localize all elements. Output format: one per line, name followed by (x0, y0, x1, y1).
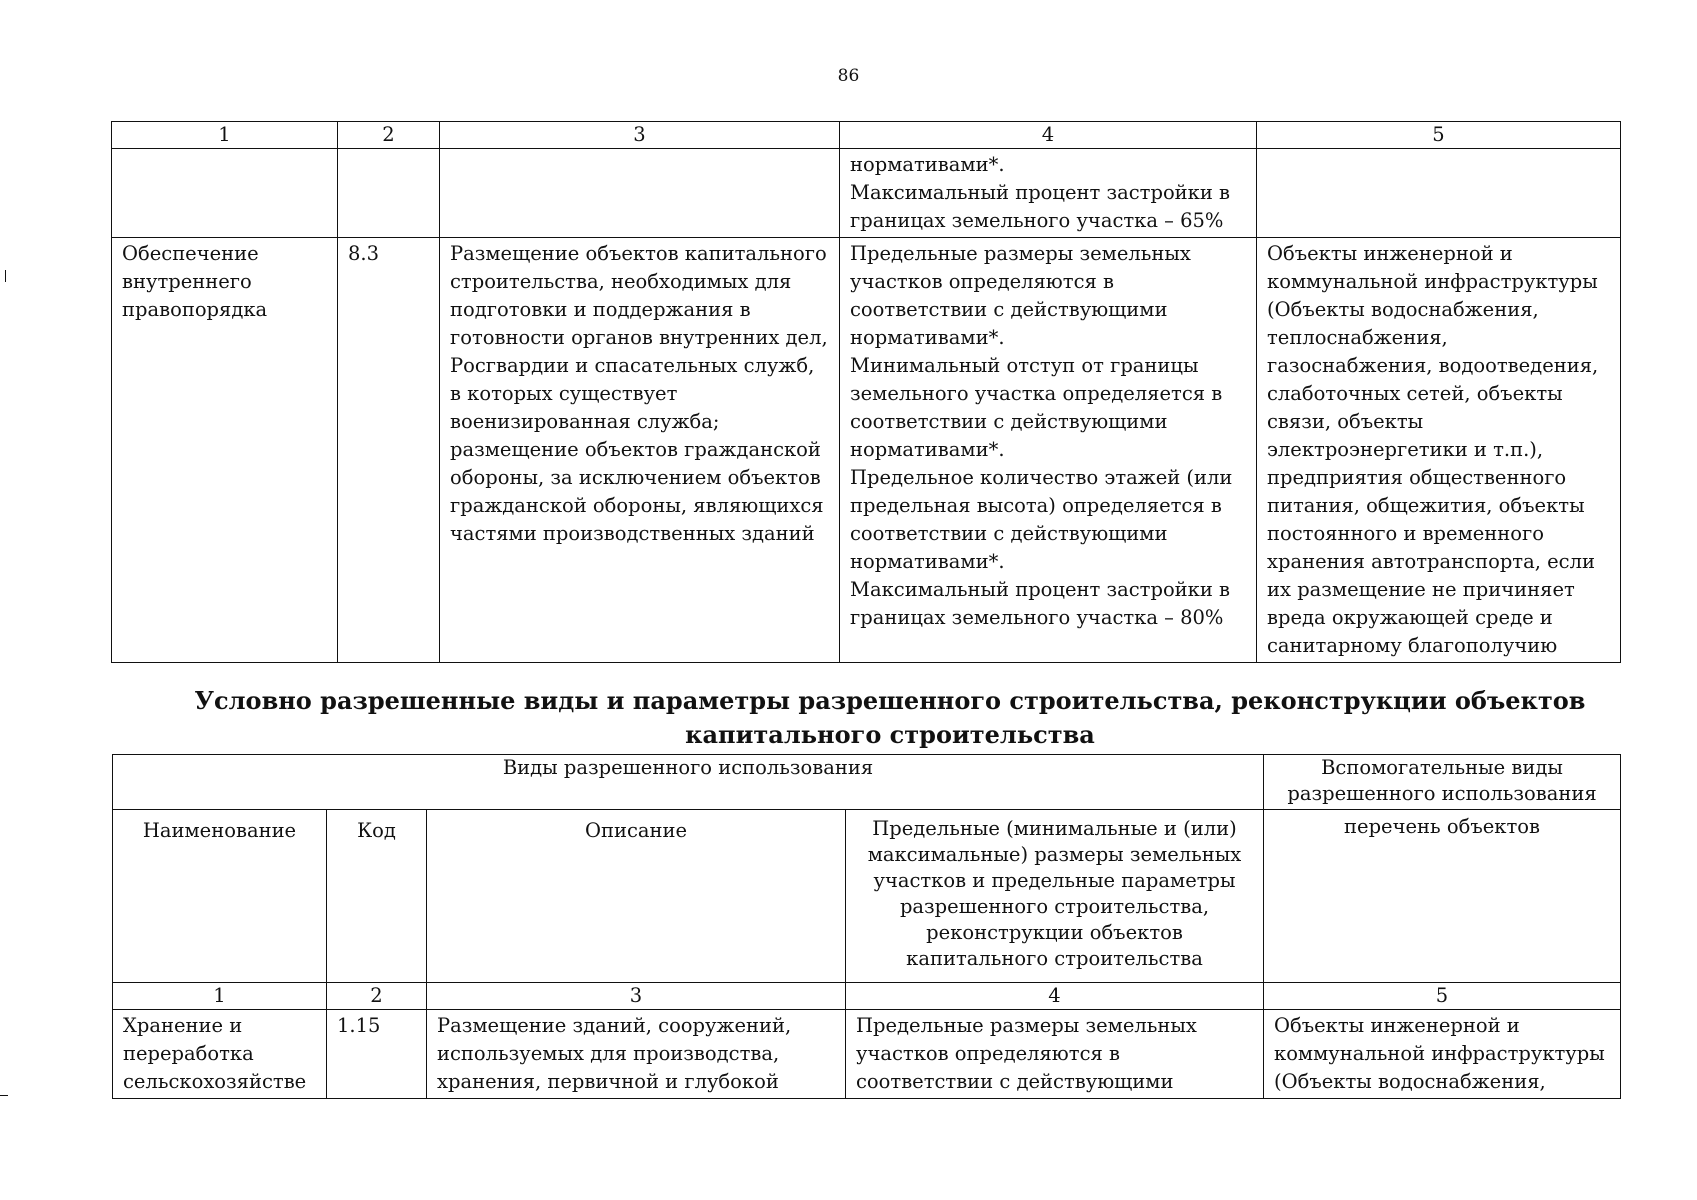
column-header-code: Код (327, 810, 427, 983)
column-number-row (113, 983, 1621, 1010)
parameters-cell: нормативами*. Максимальный процент застройки в границах земельного участка – 65% (840, 149, 1257, 238)
table-cell (338, 149, 440, 238)
use-code-cell: 8.3 (338, 238, 440, 663)
column-header-name: Наименование (113, 810, 327, 983)
group-header-permitted-uses: Виды разрешенного использования (113, 755, 1264, 810)
table-row (113, 1010, 1621, 1099)
group-header-row (113, 755, 1621, 810)
column-header-parameters: Предельные (минимальные и (или) максимальные) размеры земельных участков и предельные параметры разрешенного строительства, реконструкции объектов капитального строительства (846, 810, 1264, 983)
column-number: 3 (440, 122, 840, 149)
auxiliary-uses-cell: Объекты инженерной и коммунальной инфраструктуры (Объекты водоснабжения, (1264, 1010, 1621, 1099)
column-header-description: Описание (427, 810, 846, 983)
regulations-table-continued (111, 121, 1621, 663)
scan-mark (0, 1095, 8, 1096)
scan-mark (5, 270, 6, 282)
column-header-objects: перечень объектов (1264, 810, 1621, 983)
column-number: 4 (840, 122, 1257, 149)
column-number: 4 (846, 983, 1264, 1010)
auxiliary-uses-cell: Объекты инженерной и коммунальной инфраструктуры (Объекты водоснабжения, теплоснабжения, газоснабжения, водоотведения, слаботочных сетей, объекты связи, объекты электроэнергетики и т.п.), предприятия общественного питания, общежития, объекты постоянного и временного хранения автотранспорта, если их размещение не причиняет вреда окружающей среде и санитарному благополучию (1257, 238, 1621, 663)
continuation-row (112, 149, 1621, 238)
column-number: 5 (1257, 122, 1621, 149)
table-cell (440, 149, 840, 238)
use-name-cell: Обеспечение внутреннего правопорядка (112, 238, 338, 663)
column-number: 3 (427, 983, 846, 1010)
page-number: 86 (837, 66, 860, 86)
parameters-cell: Предельные размеры земельных участков определяются в соответствии с действующими (846, 1010, 1264, 1099)
group-header-auxiliary-uses: Вспомогательные виды разрешенного использования (1264, 755, 1621, 810)
column-number: 2 (327, 983, 427, 1010)
use-description-cell: Размещение объектов капитального строительства, необходимых для подготовки и поддержания в готовности органов внутренних дел, Росгвардии и спасательных служб, в которых существует военизированная служба; размещение объектов гражданской обороны, за исключением объектов гражданской обороны, являющихся частями производственных зданий (440, 238, 840, 663)
section-title: Условно разрешенные виды и параметры разрешенного строительства, реконструкции объектов капитального строительства (194, 686, 1586, 749)
column-number: 5 (1264, 983, 1621, 1010)
column-number: 2 (338, 122, 440, 149)
use-code-cell: 1.15 (327, 1010, 427, 1099)
column-number: 1 (112, 122, 338, 149)
table-cell (112, 149, 338, 238)
table-row (112, 238, 1621, 663)
column-number-row (112, 122, 1621, 149)
column-number: 1 (113, 983, 327, 1010)
conditional-uses-table (112, 754, 1621, 1099)
parameters-cell: Предельные размеры земельных участков определяются в соответствии с действующими нормативами*. Минимальный отступ от границы земельного участка определяется в соответствии с действующими нормативами*. Предельное количество этажей (или предельная высота) определяется в соответствии с действующими нормативами*. Максимальный процент застройки в границах земельного участка – 80% (840, 238, 1257, 663)
use-name-cell: Хранение и переработка сельскохозяйстве (113, 1010, 327, 1099)
column-header-row (113, 810, 1621, 983)
use-description-cell: Размещение зданий, сооружений, используемых для производства, хранения, первичной и глубокой (427, 1010, 846, 1099)
table-cell (1257, 149, 1621, 238)
